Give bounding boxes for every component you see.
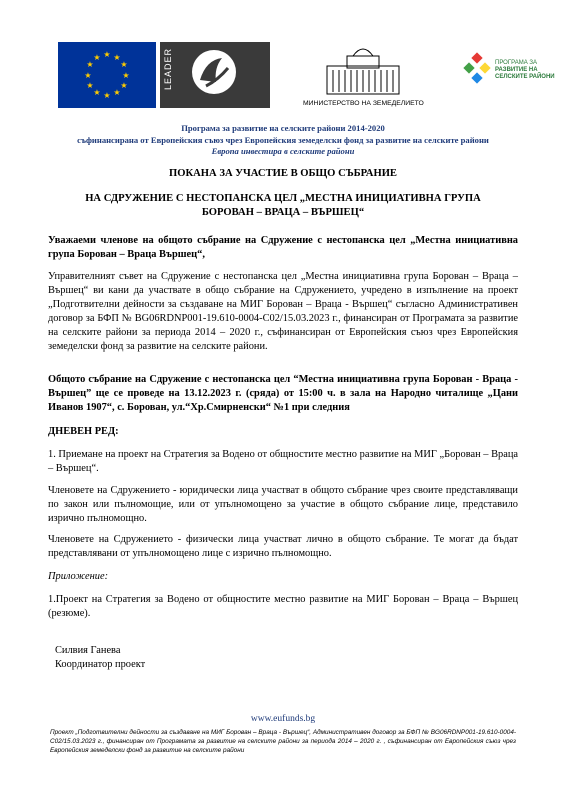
document-title: ПОКАНА ЗА УЧАСТИЕ В ОБЩО СЪБРАНИЕ xyxy=(169,168,397,179)
svg-text:★: ★ xyxy=(122,71,130,80)
header-line-3: Европа инвестира в селските райони xyxy=(211,146,355,156)
rural-emblem-icon xyxy=(463,52,493,92)
svg-text:★: ★ xyxy=(93,53,101,62)
signature-role: Координатор проект xyxy=(55,659,146,670)
ministry-building-icon xyxy=(323,42,403,98)
svg-text:★: ★ xyxy=(93,88,101,97)
svg-text:★: ★ xyxy=(103,50,111,59)
eu-flag-logo xyxy=(58,42,156,108)
signature-name: Силвия Ганева xyxy=(55,645,121,656)
footer-link[interactable]: www.eufunds.bg xyxy=(250,714,316,724)
svg-text:★: ★ xyxy=(120,60,128,69)
svg-text:★: ★ xyxy=(120,81,128,90)
svg-text:★: ★ xyxy=(84,71,92,80)
ministry-logo xyxy=(303,42,424,112)
rural-program-logo xyxy=(463,46,553,106)
logo-bar xyxy=(58,42,555,112)
rural-program-text xyxy=(495,60,555,81)
salutation: Уважаеми членове на общото събрание на Сдружение с нестопанска цел „Местна инициативна група Борован – Враца Вършец“, xyxy=(48,235,518,260)
svg-text:★: ★ xyxy=(86,81,94,90)
rural-line-2: РАЗВИТИЕ НА xyxy=(495,67,538,73)
ministry-name: МИНИСТЕРСТВО НА ЗЕМЕДЕЛИЕТО xyxy=(303,100,424,107)
agenda-item: 1. Приемане на проект на Стратегия за Водено от общностите местно развитие на МИГ „Борован – Враца – Вършец“. xyxy=(48,449,518,474)
physical-persons-paragraph: Членовете на Сдружението - физически лица участват лично в общото събрание. Те могат да бъдат представлявани от упълномощено лице с изрично пълномощно. xyxy=(48,534,518,559)
footer-text: Проект „Подготвителни дейности за създаване на МИГ Борован – Враца - Вършец“, Административен договор за БФП № BG06RDNP001-19.610-0004-C02/15.03.2023 г., финансиран от Програмата за развитие на селските райони за периода 2014 – 2020 г. , съфинансиран от Европейския съюз чрез Европейския земеделски фонд за развитие на селските райони xyxy=(50,729,516,754)
rural-line-1: ПРОГРАМА ЗА xyxy=(495,60,537,66)
signature-block xyxy=(55,644,145,672)
document-subtitle: НА СДРУЖЕНИЕ С НЕСТОПАНСКА ЦЕЛ „МЕСТНА ИНИЦИАТИВНА ГРУПА БОРОВАН – ВРАЦА – ВЪРШЕЦ“ xyxy=(85,193,481,218)
header-line-2: съфинансирана от Европейския съюз чрез Европейския земеделски фонд за развитие на селските райони xyxy=(77,134,489,145)
agenda-heading: ДНЕВЕН РЕД: xyxy=(48,426,119,437)
svg-text:★: ★ xyxy=(113,88,121,97)
annex-label: Приложение: xyxy=(48,571,109,582)
svg-text:★: ★ xyxy=(113,53,121,62)
header-line-1: Програма за развитие на селските райони 2014-2020 xyxy=(181,123,385,133)
program-header xyxy=(40,123,526,158)
annex-item: 1.Проект на Стратегия за Водено от общностите местно развитие на МИГ Борован – Враца – Вършец (резюме). xyxy=(48,594,518,619)
leader-label: LEADER xyxy=(163,48,173,91)
legal-entities-paragraph: Членовете на Сдружението - юридически лица участват в общото събрание чрез своите представляващи по закон или пълномощие, или от упълномощено за участие в общото събрание лице, представило изрично пълномощно. xyxy=(48,485,518,524)
svg-text:★: ★ xyxy=(86,60,94,69)
intro-paragraph: Управителният съвет на Сдружение с нестопанска цел „Местна инициативна група Борован – Враца – Вършец“ ви кани да участвате в общо събрание на Сдружението, учредено в изпълнение на проект „Подготвителни дейности за създаване на МИГ Борован – Враца - Вършец“ съгласно Административен договор за БФП № BG06RDNP001-19.610-0004-C02/15.03.2023 г., финансиран от Програмата за развитие на селските райони за периода 2014 – 2020 г., съфинансиран от Европейския съюз чрез Европейския земеделски фонд за развитие на селските райони. xyxy=(48,271,518,352)
meeting-paragraph: Общото събрание на Сдружение с нестопанска цел “Местна инициативна група Борован - Враца - Вършец” ще се проведе на 13.12.2023 г. (сряда) от 15:00 ч. в зала на Народно читалище „Цани Иванов 1907“, с. Борован, ул.“Хр.Смирненски“ №1 при следния xyxy=(48,374,518,413)
leader-logo xyxy=(160,42,270,108)
svg-text:★: ★ xyxy=(103,91,111,100)
rural-line-3: СЕЛСКИТЕ РАЙОНИ xyxy=(495,74,555,80)
leader-emblem-icon xyxy=(192,50,236,94)
